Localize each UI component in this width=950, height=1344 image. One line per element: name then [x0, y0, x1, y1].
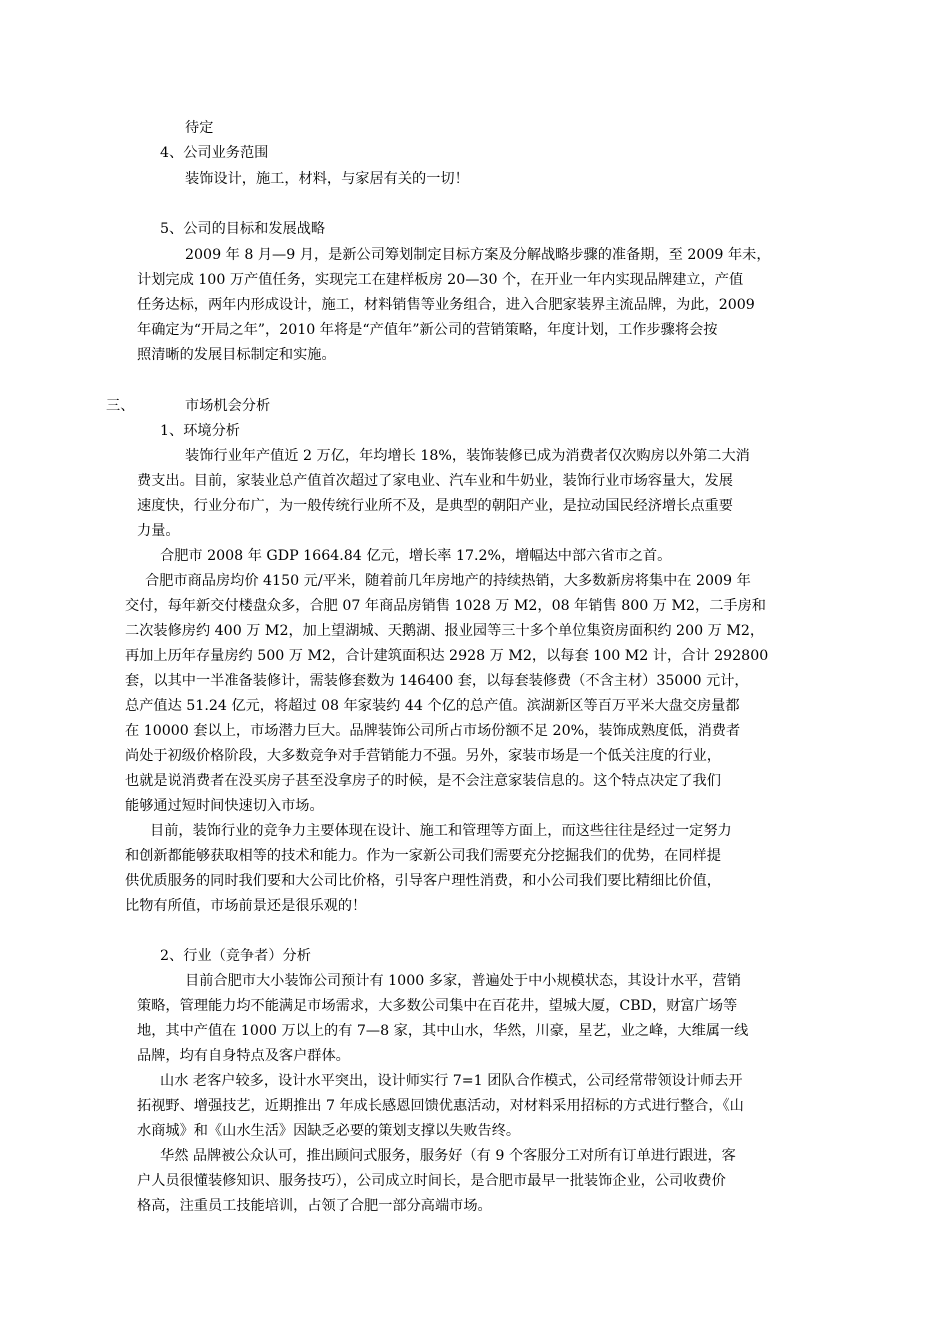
text-line: 力量。: [137, 523, 180, 539]
text-line: 也就是说消费者在没买房子甚至没拿房子的时候，是不会注意家装信息的。这个特点决定了我们: [125, 773, 721, 789]
text-line: 计划完成 100 万产值任务，实现完工在建样板房 20—30 个，在开业一年内实现品牌建立，产值: [137, 272, 744, 288]
section-heading: 5、公司的目标和发展战略: [160, 221, 326, 237]
text-line: 费支出。目前，家装业总产值首次超过了家电业、汽车业和牛奶业，装饰行业市场容量大，发展: [137, 473, 733, 489]
text-line: 2009 年 8 月—9 月，是新公司筹划制定目标方案及分解战略步骤的准备期，至 2009 年未，: [185, 247, 771, 263]
text-line: 策略，管理能力均不能满足市场需求，大多数公司集中在百花井，望城大厦，CBD，财富广场等: [137, 998, 738, 1014]
text-line: 交付，每年新交付楼盘众多，合肥 07 年商品房销售 1028 万 M2，08 年销售 800 万 M2，二手房和: [125, 598, 766, 614]
text-line: 合肥市商品房均价 4150 元/平米，随着前几年房地产的持续热销，大多数新房将集中在 2009 年: [145, 573, 751, 589]
chapter-title: 市场机会分析: [185, 398, 271, 414]
text-line: 装饰行业年产值近 2 万亿，年均增长 18%，装饰装修已成为消费者仅次购房以外第二大消: [185, 448, 750, 464]
text-line: 华然 品牌被公众认可，推出顾问式服务，服务好（有 9 个客服分工对所有订单进行跟进，客: [160, 1148, 736, 1164]
text-line: 格高，注重员工技能培训，占领了合肥一部分高端市场。: [137, 1198, 492, 1214]
text-line: 在 10000 套以上，市场潜力巨大。品牌装饰公司所占市场份额不足 20%，装饰成熟度低，消费者: [125, 723, 741, 739]
text-line: 水商城》和《山水生活》因缺乏必要的策划支撑以失败告终。: [137, 1123, 521, 1139]
section-heading: 1、环境分析: [160, 423, 240, 439]
chapter-number: 三、: [106, 398, 135, 414]
text-line: 速度快，行业分布广，为一般传统行业所不及，是典型的朝阳产业，是拉动国民经济增长点重要: [137, 498, 733, 514]
text-line: 地，其中产值在 1000 万以上的有 7—8 家，其中山水，华然，川豪，星艺，业之峰，大维属一线: [137, 1023, 749, 1039]
text-line: 年确定为“开局之年”，2010 年将是“产值年”新公司的营销策略，年度计划，工作步骤将会按: [137, 322, 718, 338]
text-line: 照清晰的发展目标制定和实施。: [137, 347, 336, 363]
text-line: 待定: [185, 120, 214, 136]
text-line: 二次装修房约 400 万 M2，加上望湖城、天鹅湖、报业园等三十多个单位集资房面积约 200 万 M2，: [125, 623, 765, 639]
text-line: 拓视野、增强技艺，近期推出 7 年成长感恩回馈优惠活动，对材料采用招标的方式进行整合，《山: [137, 1098, 744, 1114]
section-heading: 2、行业（竞争者）分析: [160, 948, 311, 964]
text-line: 套，以其中一半准备装修计，需装修套数为 146400 套，以每套装修费（不含主材）35000 元计，: [125, 673, 749, 689]
text-line: 目前，装饰行业的竞争力主要体现在设计、施工和管理等方面上，而这些往往是经过一定努力: [150, 823, 732, 839]
text-line: 供优质服务的同时我们要和大公司比价格，引导客户理性消费，和小公司我们要比精细比价值，: [125, 873, 721, 889]
text-line: 再加上历年存量房约 500 万 M2，合计建筑面积达 2928 万 M2，以每套 100 M2 计，合计 292800: [125, 648, 769, 664]
text-line: 总产值达 51.24 亿元，将超过 08 年家装约 44 个亿的总产值。滨湖新区等百万平米大盘交房量都: [125, 698, 740, 714]
text-line: 品牌，均有自身特点及客户群体。: [137, 1048, 350, 1064]
text-line: 和创新都能够获取相等的技术和能力。作为一家新公司我们需要充分挖掘我们的优势，在同样提: [125, 848, 721, 864]
text-line: 装饰设计，施工，材料，与家居有关的一切！: [185, 171, 469, 187]
text-line: 能够通过短时间快速切入市场。: [125, 798, 324, 814]
text-line: 比物有所值，市场前景还是很乐观的！: [125, 898, 367, 914]
text-line: 目前合肥市大小装饰公司预计有 1000 多家，普遍处于中小规模状态，其设计水平，营销: [185, 973, 741, 989]
section-heading: 4、公司业务范围: [160, 145, 269, 161]
text-line: 合肥市 2008 年 GDP 1664.84 亿元，增长率 17.2%，增幅达中部六省市之首。: [160, 548, 672, 564]
text-line: 山水 老客户较多，设计水平突出，设计师实行 7=1 团队合作模式，公司经常带领设计师去开: [160, 1073, 743, 1089]
text-line: 尚处于初级价格阶段，大多数竞争对手营销能力不强。另外，家装市场是一个低关注度的行业，: [125, 748, 721, 764]
text-line: 户人员很懂装修知识、服务技巧），公司成立时间长，是合肥市最早一批装饰企业，公司收费价: [137, 1173, 726, 1189]
text-line: 任务达标，两年内形成设计，施工，材料销售等业务组合，进入合肥家装界主流品牌，为此，2009: [137, 297, 755, 313]
